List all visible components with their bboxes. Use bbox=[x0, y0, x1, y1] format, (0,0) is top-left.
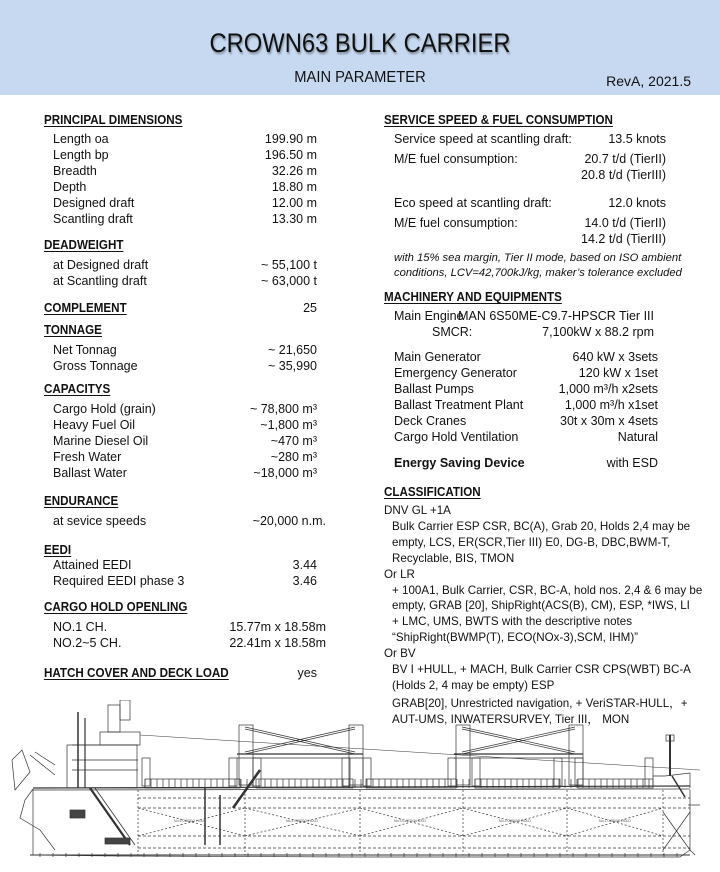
classification-line: empty, GRAB [20], ShipRight(ACS(B), CM), ESP, *IWS, LI bbox=[392, 599, 690, 613]
engine-room-shaft bbox=[90, 788, 130, 845]
dimension-row-value: 12.00 m bbox=[271, 196, 317, 210]
smcr-value: 7,100kW x 88.2 rpm bbox=[542, 325, 654, 339]
classification-line: Or LR bbox=[384, 567, 415, 581]
dimension-row-label: Designed draft bbox=[53, 196, 135, 210]
classification-line: + LMC, UMS, BWTS with the descriptive notes bbox=[392, 615, 633, 629]
principal-dimensions-heading: PRINCIPAL DIMENSIONS bbox=[44, 113, 183, 127]
speed-row-value: 14.0 t/d (TierII) bbox=[584, 216, 666, 230]
deadweight-row-value: ~ 55,100 t bbox=[261, 258, 317, 272]
header-band bbox=[0, 0, 720, 95]
capacity-row-value: ~1,800 m³ bbox=[260, 418, 317, 432]
speed-row-value: 20.8 t/d (TierIII) bbox=[581, 168, 666, 182]
equipment-row bbox=[0, 414, 720, 430]
hatch-opening-row-label: NO.1 CH. bbox=[53, 620, 108, 634]
esd-value: with ESD bbox=[606, 456, 658, 470]
cargo-hold-label: No.4 CARGO HOLD bbox=[286, 819, 318, 823]
deadweight-row-label: at Scantling draft bbox=[53, 274, 147, 288]
eedi-row-label: Required EEDI phase 3 bbox=[53, 574, 185, 588]
speed-row-value: 20.7 t/d (TierII) bbox=[584, 152, 666, 166]
hull-outline bbox=[33, 789, 690, 857]
classification-heading: CLASSIFICATION bbox=[384, 485, 481, 499]
equipment-row bbox=[0, 350, 720, 366]
stern-line bbox=[20, 789, 55, 850]
equipment-row-label: Main Generator bbox=[394, 350, 481, 364]
stay-line bbox=[140, 735, 700, 770]
speed-row bbox=[0, 152, 720, 168]
complement-heading: COMPLEMENT bbox=[44, 301, 127, 315]
bridge-deck bbox=[100, 732, 140, 745]
tonnage-heading: TONNAGE bbox=[44, 323, 102, 337]
classification-line: + 100A1, Bulk Carrier, CSR, BC-A, hold nos. 2,4 & 6 may be bbox=[392, 583, 703, 597]
speed-row-value: 12.0 knots bbox=[608, 196, 666, 210]
document-title: CROWN63 BULK CARRIER bbox=[209, 28, 511, 58]
eedi-row bbox=[0, 558, 720, 574]
equipment-row-label: Cargo Hold Ventilation bbox=[394, 430, 519, 444]
eedi-row-value: 3.46 bbox=[292, 574, 317, 588]
service-speed-note: conditions, LCV=42,700kJ/kg, maker’s tolerance excluded bbox=[394, 267, 682, 279]
dimension-row-value: 196.50 m bbox=[264, 148, 317, 162]
crane-pedestal bbox=[239, 725, 253, 785]
hatch-cover-5 bbox=[145, 779, 240, 788]
cargo-hold-label: No.3 CARGO HOLD bbox=[394, 819, 426, 823]
cargo-hold-opening-heading: CARGO HOLD OPENLING bbox=[44, 600, 188, 614]
eedi-heading: EEDI bbox=[44, 543, 72, 557]
equipment-row-label: Ballast Treatment Plant bbox=[394, 398, 524, 412]
capacity-row-label: Marine Diesel Oil bbox=[53, 434, 149, 448]
eedi-row-value: 3.44 bbox=[292, 558, 317, 572]
equipment-row-value: 1,000 m³/h x2sets bbox=[558, 382, 658, 396]
speed-row-label: Eco speed at scantling draft: bbox=[394, 196, 552, 210]
classification-line: DNV GL +1A bbox=[384, 504, 451, 517]
dimension-row-label: Depth bbox=[53, 180, 87, 194]
lifeboat-davit bbox=[12, 750, 30, 790]
speed-row bbox=[0, 216, 720, 232]
hatch-opening-row-label: NO.2~5 CH. bbox=[53, 636, 122, 650]
speed-row bbox=[0, 196, 720, 212]
dimension-row-value: 199.90 m bbox=[264, 132, 317, 146]
esd-label: Energy Saving Device bbox=[394, 456, 525, 470]
equipment-row bbox=[0, 398, 720, 414]
capacity-row-value: ~ 78,800 m³ bbox=[249, 402, 317, 416]
service-speed-note: with 15% sea margin, Tier II mode, based on ISO ambient bbox=[394, 252, 682, 264]
equipment-row-value: 1,000 m³/h x1set bbox=[564, 398, 658, 412]
equipment-row-value: Natural bbox=[617, 430, 658, 444]
classification-line: “ShipRight(BWMP(T), ECO(NOx-3),SCM, IHM)” bbox=[392, 631, 639, 645]
speed-row-label: M/E fuel consumption: bbox=[394, 216, 518, 230]
equipment-row-value: 640 kW x 3sets bbox=[572, 350, 658, 364]
dimension-row-value: 13.30 m bbox=[271, 212, 317, 226]
crane-pedestal bbox=[569, 725, 583, 785]
equipment-row-label: Ballast Pumps bbox=[394, 382, 474, 396]
deadweight-row-label: at Designed draft bbox=[53, 258, 149, 272]
dimension-row-label: Length oa bbox=[53, 132, 109, 146]
engine-room-shaft bbox=[95, 788, 135, 845]
machinery-block bbox=[105, 838, 130, 844]
deadweight-heading: DEADWEIGHT bbox=[44, 238, 124, 252]
cargo-hold-label: No.2 CARGO HOLD bbox=[499, 819, 531, 823]
machinery-heading: MACHINERY AND EQUIPMENTS bbox=[384, 290, 562, 304]
capacity-row-value: ~470 m³ bbox=[270, 434, 317, 448]
complement-row-value: 25 bbox=[303, 301, 317, 315]
hatch-opening-row-value: 15.77m x 18.58m bbox=[229, 620, 326, 634]
classification-line: empty, LCS, ER(SCR,Tier III) E0, DG-B, DBC,BWM-T, bbox=[392, 535, 671, 549]
coaming-post bbox=[472, 758, 480, 786]
hatch-cover-heading: HATCH COVER AND DECK LOAD bbox=[44, 666, 229, 680]
endurance-row-value: ~20,000 n.m. bbox=[252, 514, 326, 528]
radar-mast bbox=[120, 700, 130, 720]
capacity-row-value: ~280 m³ bbox=[270, 450, 317, 464]
equipment-row-label: Deck Cranes bbox=[394, 414, 467, 428]
tonnage-row-label: Net Tonnag bbox=[53, 343, 117, 357]
capacity-row-label: Fresh Water bbox=[53, 450, 122, 464]
equipment-row bbox=[0, 430, 720, 446]
eedi-row-label: Attained EEDI bbox=[53, 558, 132, 572]
capacity-row-label: Heavy Fuel Oil bbox=[53, 418, 135, 432]
classification-line: Or BV bbox=[384, 647, 416, 661]
smcr-label: SMCR: bbox=[432, 325, 473, 339]
dimension-row-value: 18.80 m bbox=[271, 180, 317, 194]
equipment-row bbox=[0, 382, 720, 398]
capacity-row-label: Ballast Water bbox=[53, 466, 127, 480]
ship-profile-drawing bbox=[0, 700, 720, 872]
speed-row bbox=[0, 232, 720, 248]
speed-row bbox=[0, 132, 720, 148]
capacity-row-value: ~18,000 m³ bbox=[253, 466, 317, 480]
equipment-row-value: 30t x 30m x 4sets bbox=[560, 414, 658, 428]
tonnage-row-label: Gross Tonnage bbox=[53, 359, 138, 373]
capacitys-heading: CAPACITYS bbox=[44, 382, 111, 396]
deadweight-row-value: ~ 63,000 t bbox=[261, 274, 317, 288]
speed-row-value: 13.5 knots bbox=[608, 132, 666, 146]
classification-line: Recyclable, BIS, TMON bbox=[392, 551, 515, 565]
coaming-post bbox=[142, 758, 150, 786]
coaming-post bbox=[448, 758, 456, 786]
hatch-cover-row-value: yes bbox=[297, 666, 317, 680]
machinery-block bbox=[70, 810, 85, 818]
capacity-row-label: Cargo Hold (grain) bbox=[53, 402, 156, 416]
equipment-row-label: Emergency Generator bbox=[394, 366, 517, 380]
crane-pedestal bbox=[349, 725, 363, 785]
equipment-row-value: 120 kW x 1set bbox=[578, 366, 658, 380]
classification-line: GRAB[20], Unrestricted navigation, + VeriSTAR-HULL，+ bbox=[392, 696, 688, 710]
bow-foot bbox=[690, 850, 695, 855]
cargo-hold-label: No.5 CARGO HOLD bbox=[174, 819, 206, 823]
classification-line: BV I +HULL, + MACH, Bulk Carrier CSR CPS(WBT) BC-A bbox=[392, 663, 691, 676]
main-engine-label: Main Engine bbox=[394, 309, 464, 323]
classification-line: Bulk Carrier ESP CSR, BC(A), Grab 20, Holds 2,4 may be bbox=[392, 519, 691, 533]
funnel-mast bbox=[108, 705, 120, 732]
dimension-row-label: Scantling draft bbox=[53, 212, 133, 226]
dimension-row-label: Breadth bbox=[53, 164, 97, 178]
speed-row-label: M/E fuel consumption: bbox=[394, 152, 518, 166]
dimension-row-label: Length bp bbox=[53, 148, 109, 162]
coaming-post bbox=[554, 758, 562, 786]
hatch-opening-row-value: 22.41m x 18.58m bbox=[229, 636, 326, 650]
classification-line: AUT-UMS, INWATERSURVEY, Tier III， MON bbox=[392, 712, 630, 726]
classification-line: (Holds 2, 4 may be empty) ESP bbox=[392, 678, 555, 692]
dimension-row-value: 32.26 m bbox=[271, 164, 317, 178]
speed-row bbox=[0, 168, 720, 184]
coaming-post bbox=[229, 758, 237, 786]
document-subtitle: MAIN PARAMETER bbox=[294, 69, 426, 86]
tonnage-row-value: ~ 35,990 bbox=[267, 359, 317, 373]
revision-label: RevA, 2021.5 bbox=[606, 73, 691, 89]
speed-row-label: Service speed at scantling draft: bbox=[394, 132, 572, 146]
davit-arm bbox=[30, 755, 55, 775]
speed-row-value: 14.2 t/d (TierIII) bbox=[581, 232, 666, 246]
main-engine-value: MAN 6S50ME-C9.7-HPSCR Tier III bbox=[458, 309, 654, 323]
service-speed-heading: SERVICE SPEED & FUEL CONSUMPTION bbox=[384, 113, 613, 127]
deck-line-2 bbox=[33, 789, 690, 790]
tonnage-row-value: ~ 21,650 bbox=[267, 343, 317, 357]
endurance-heading: ENDURANCE bbox=[44, 494, 119, 508]
cargo-hold-label: No.1 CARGO HOLD bbox=[599, 819, 631, 823]
equipment-row bbox=[0, 366, 720, 382]
davit-arm bbox=[35, 752, 55, 765]
endurance-row-label: at sevice speeds bbox=[53, 514, 147, 528]
